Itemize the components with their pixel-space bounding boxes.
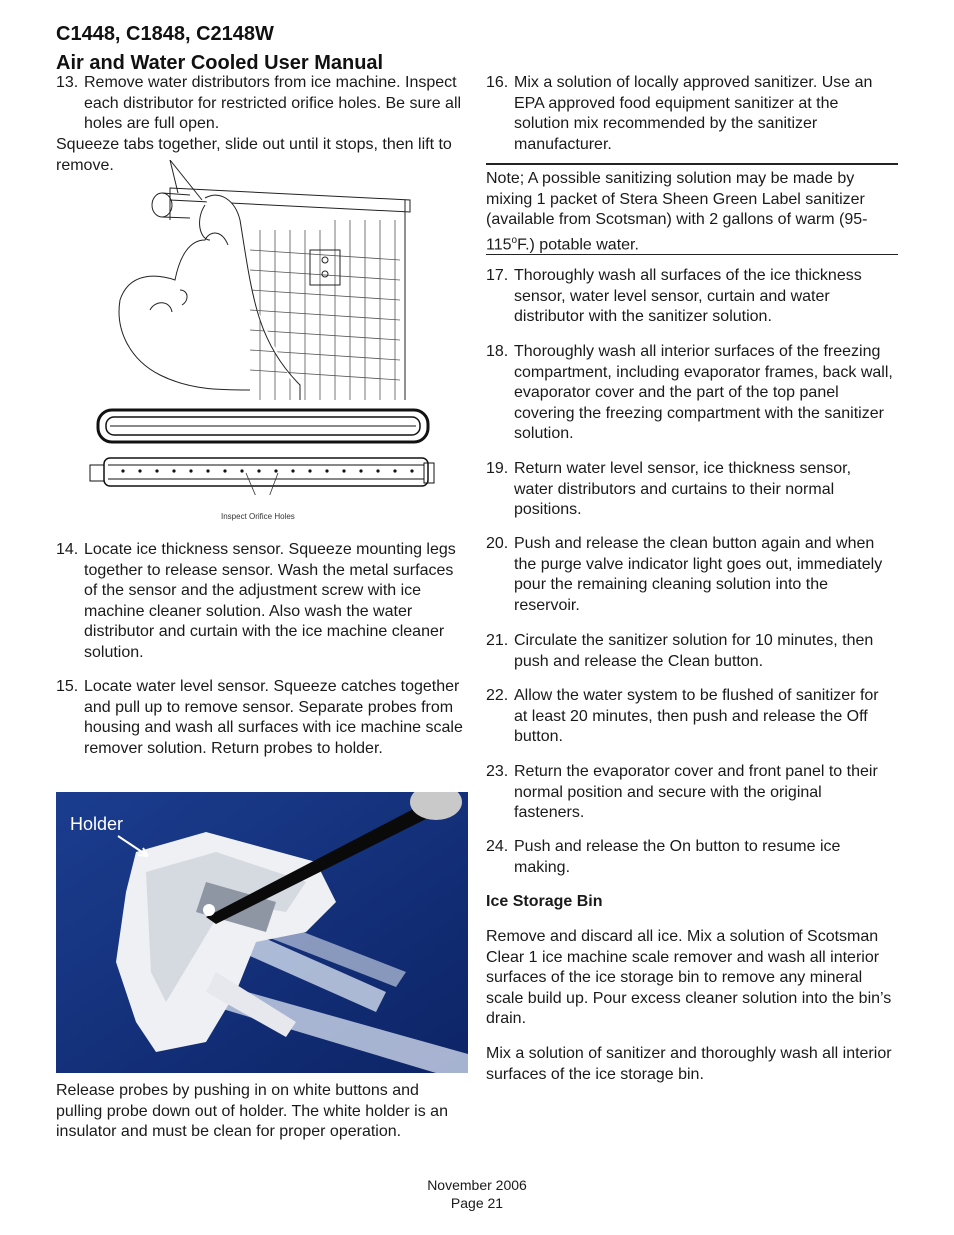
- step-number: 24.: [486, 838, 509, 855]
- step-19: [486, 459, 898, 521]
- step-number: 17.: [486, 267, 509, 284]
- note-bottom-rule: [486, 254, 898, 255]
- step-14: [56, 540, 466, 664]
- sanitizer-note-end: F.) potable water.: [517, 236, 639, 254]
- step-text: Locate water level sensor. Squeeze catches together and pull up to remove sensor. Separate probes from housing and wash all surfaces with ice machine scale remover solution. Return probes to holder.: [84, 678, 463, 757]
- step-text: Thoroughly wash all surfaces of the ice thickness sensor, water level sensor, curtain and water distributor with the sanitizer solution.: [514, 267, 862, 326]
- document-manual-title: Air and Water Cooled User Manual: [56, 52, 384, 74]
- ice-storage-bin-paragraph-1: Remove and discard all ice. Mix a solution of Scotsman Clear 1 ice machine scale remover and wash all interior surfaces of the ice storage bin to remove any mineral scale build up. Pour excess cleaner solution into the bin’s drain.: [486, 928, 892, 1028]
- step-text: Locate ice thickness sensor. Squeeze mounting legs together to release sensor. Wash the metal surfaces of the sensor and the adjustment screw with ice machine cleaner solution. Also wash the water distributor and curtain with the ice machine cleaner solution.: [84, 541, 456, 661]
- ice-storage-bin-paragraph-2: Mix a solution of sanitizer and thoroughly wash all interior surfaces of the ice storage bin.: [486, 1045, 892, 1083]
- step-text: Push and release the clean button again and when the purge valve indicator light goes out, immediately pour the remaining cleaning solution into the reservoir.: [514, 535, 883, 614]
- step-number: 16.: [486, 74, 509, 91]
- sanitizer-note: [486, 169, 898, 256]
- step-18: [486, 342, 898, 446]
- step-number: 13.: [56, 74, 79, 91]
- step-number: 23.: [486, 763, 509, 780]
- step-16: [486, 73, 898, 156]
- holder-label: Holder: [70, 814, 124, 834]
- step-23: [486, 762, 898, 824]
- water-distributor-diagram: [88, 405, 440, 495]
- step-number: 14.: [56, 541, 79, 558]
- sanitizer-note-text: Note; A possible sanitizing solution may be made by mixing 1 packet of Stera Sheen Green Label sanitizer (available from Scotsman) with 2 gallons of warm (95-115: [486, 170, 868, 254]
- orifice-holes-caption: Inspect Orifice Holes: [221, 512, 295, 521]
- step-13: [56, 73, 466, 135]
- step-15: [56, 677, 466, 781]
- step-text: Mix a solution of locally approved sanitizer. Use an EPA approved food equipment sanitizer at the solution mix recommended by the sanitizer manufacturer.: [514, 74, 873, 153]
- step-number: 18.: [486, 343, 509, 360]
- document-model-title: C1448, C1848, C2148W: [56, 23, 274, 45]
- step-text: Push and release the On button to resume ice making.: [514, 838, 841, 876]
- step-number: 20.: [486, 535, 509, 552]
- degree-symbol: o: [511, 234, 518, 246]
- step-text: Allow the water system to be flushed of sanitizer for at least 20 minutes, then push and release the Off button.: [514, 687, 879, 746]
- step-text: Return the evaporator cover and front panel to their normal position and secure with the original fasteners.: [514, 763, 878, 822]
- step-text: Circulate the sanitizer solution for 10 minutes, then push and release the Clean button.: [514, 632, 874, 670]
- step-text: Remove water distributors from ice machine. Inspect each distributor for restricted orifice holes. Be sure all holes are full open.: [84, 74, 462, 133]
- distributor-removal-illustration: [110, 160, 440, 400]
- release-probes-text: Release probes by pushing in on white buttons and pulling probe down out of holder. The white holder is an insulator and must be clean for proper operation.: [56, 1082, 448, 1141]
- ice-storage-bin-heading: Ice Storage Bin: [486, 893, 603, 910]
- step-number: 19.: [486, 460, 509, 477]
- step-text: Return water level sensor, ice thickness sensor, water distributors and curtains to their normal positions.: [514, 460, 852, 519]
- step-text: Thoroughly wash all interior surfaces of the freezing compartment, including evaporator frames, back wall, evaporator cover and the part of the top panel covering the freezing compartment with the sanitizer solution.: [514, 343, 893, 443]
- step-17: [486, 266, 898, 328]
- footer-page-number: Page 21: [450, 1195, 504, 1211]
- step-number: 21.: [486, 632, 509, 649]
- step-number: 15.: [56, 678, 79, 695]
- footer-date: November 2006: [427, 1177, 527, 1193]
- step-20: [486, 534, 898, 617]
- note-top-rule: [486, 163, 898, 165]
- orifice-holes: [121, 469, 413, 472]
- step-24: [486, 837, 898, 879]
- step-21: [486, 631, 898, 673]
- squeeze-instruction: Squeeze tabs together, slide out until it stops, then lift to remove.: [56, 136, 452, 174]
- step-number: 22.: [486, 687, 509, 704]
- step-22: [486, 686, 898, 748]
